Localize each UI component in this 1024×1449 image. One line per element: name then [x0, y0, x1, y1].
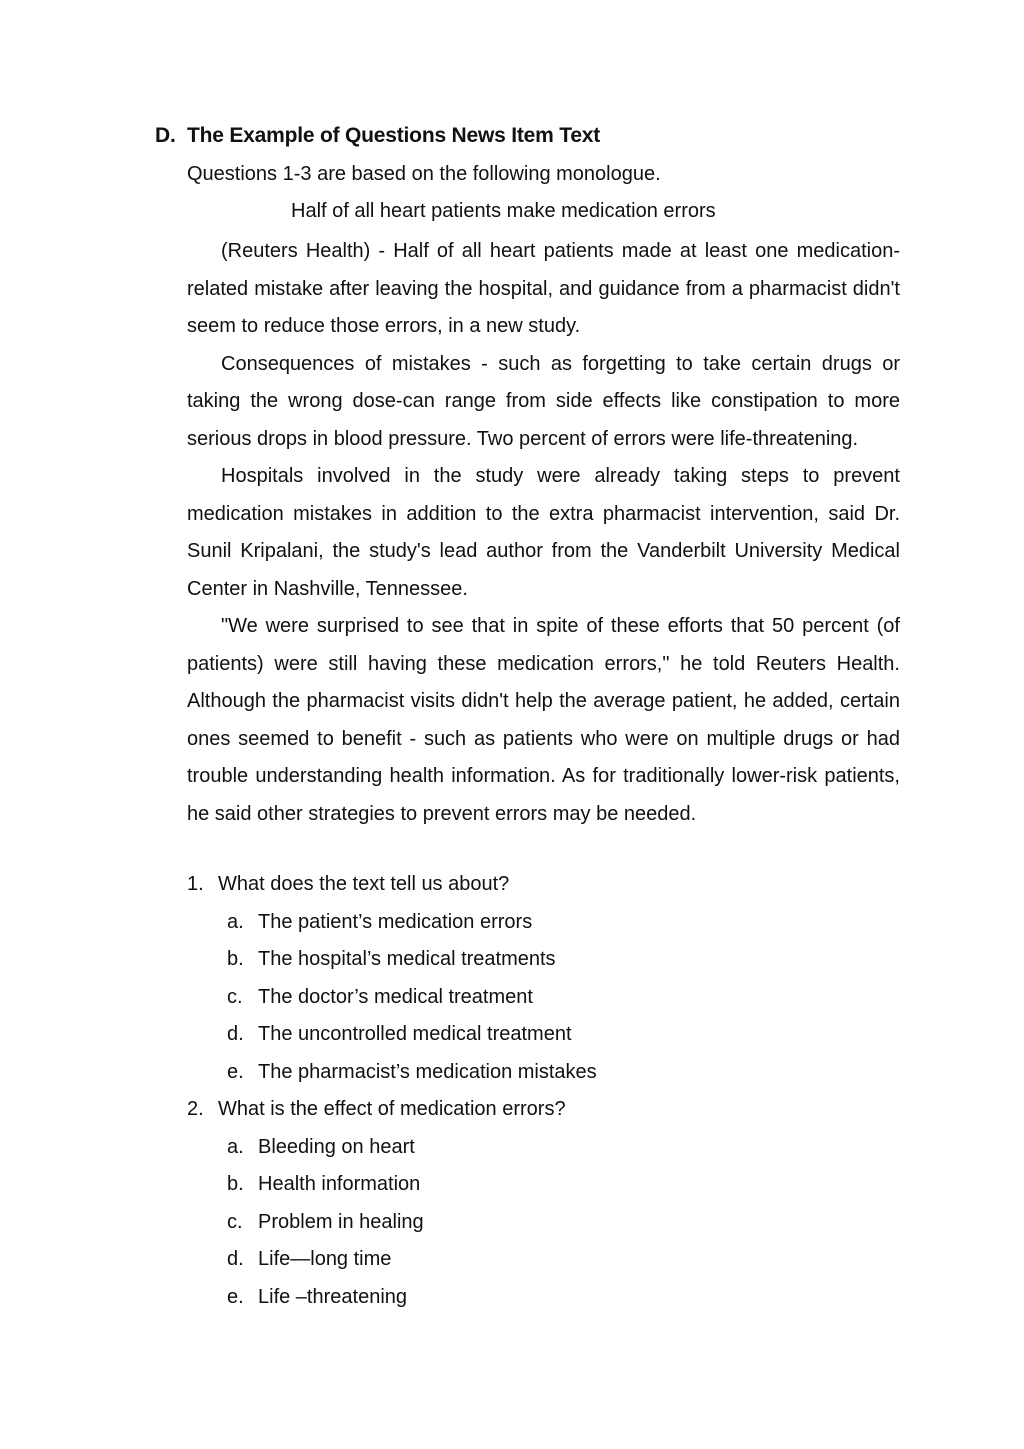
option-letter: a. [227, 910, 244, 933]
question-number: 2. [187, 1098, 204, 1120]
option-2e [187, 1279, 907, 1317]
news-title: Half of all heart patients make medication errors [291, 200, 716, 222]
section-title-text: The Example of Questions News Item Text [187, 124, 601, 147]
option-2b [187, 1166, 907, 1204]
question-1 [187, 866, 907, 904]
option-1b [187, 941, 907, 979]
section-letter: D. [155, 124, 176, 147]
option-letter: b. [227, 1173, 244, 1195]
option-text: The uncontrolled medical treatment [258, 1023, 572, 1045]
intro-line: Questions 1-3 are based on the following monologue. [187, 163, 661, 185]
paragraph: Hospitals involved in the study were already taking steps to prevent medication mistakes in addition to the extra pharmacist intervention, said Dr. Sunil Kripalani, the study's lead author from the Vanderbilt University Medical Center in Nashville, Tennessee. [187, 465, 900, 600]
option-1c [187, 979, 907, 1017]
paragraph: "We were surprised to see that in spite of these efforts that 50 percent (of patients) were still having these medication errors," he told Reuters Health. Although the pharmacist visits didn't help the average patient, he added, certain ones seemed to benefit - such as patients who were on multiple drugs or had trouble understanding health information. As for traditionally lower-risk patients, he said other strategies to prevent errors may be needed. [187, 615, 900, 825]
option-letter: c. [227, 985, 243, 1008]
option-letter: d. [227, 1023, 244, 1045]
option-2d [187, 1241, 907, 1279]
section-heading [155, 124, 600, 148]
option-1a [187, 904, 907, 942]
option-letter: c. [227, 1210, 243, 1233]
option-1d [187, 1016, 907, 1054]
option-text: Problem in healing [258, 1210, 424, 1233]
option-letter: d. [227, 1248, 244, 1270]
option-letter: b. [227, 948, 244, 970]
option-text: Health information [258, 1173, 421, 1195]
option-2c [187, 1204, 907, 1242]
option-text: Bleeding on heart [258, 1135, 415, 1158]
option-1e [187, 1054, 907, 1092]
option-letter: a. [227, 1135, 244, 1158]
question-number: 1. [187, 873, 204, 895]
question-text: What is the effect of medication errors? [218, 1098, 566, 1120]
option-text: The hospital’s medical treatments [258, 948, 556, 970]
option-text: The pharmacist’s medication mistakes [258, 1060, 597, 1083]
option-2a [187, 1129, 907, 1167]
paragraph: Consequences of mistakes - such as forgetting to take certain drugs or taking the wrong dose-can range from side effects like constipation to more serious drops in blood pressure. Two percent of errors were life-threatening. [187, 352, 900, 450]
question-list [187, 866, 907, 1316]
option-text: The doctor’s medical treatment [258, 985, 533, 1008]
option-text: Life—long time [258, 1248, 392, 1270]
question-text: What does the text tell us about? [218, 873, 510, 895]
option-text: Life –threatening [258, 1285, 408, 1308]
paragraph: (Reuters Health) - Half of all heart patients made at least one medication-related mistake after leaving the hospital, and guidance from a pharmacist didn't seem to reduce those errors, in a new study. [187, 240, 900, 337]
option-letter: e. [227, 1060, 244, 1083]
option-letter: e. [227, 1285, 244, 1308]
question-2 [187, 1091, 907, 1129]
news-body [187, 233, 900, 833]
option-text: The patient’s medication errors [258, 910, 533, 933]
